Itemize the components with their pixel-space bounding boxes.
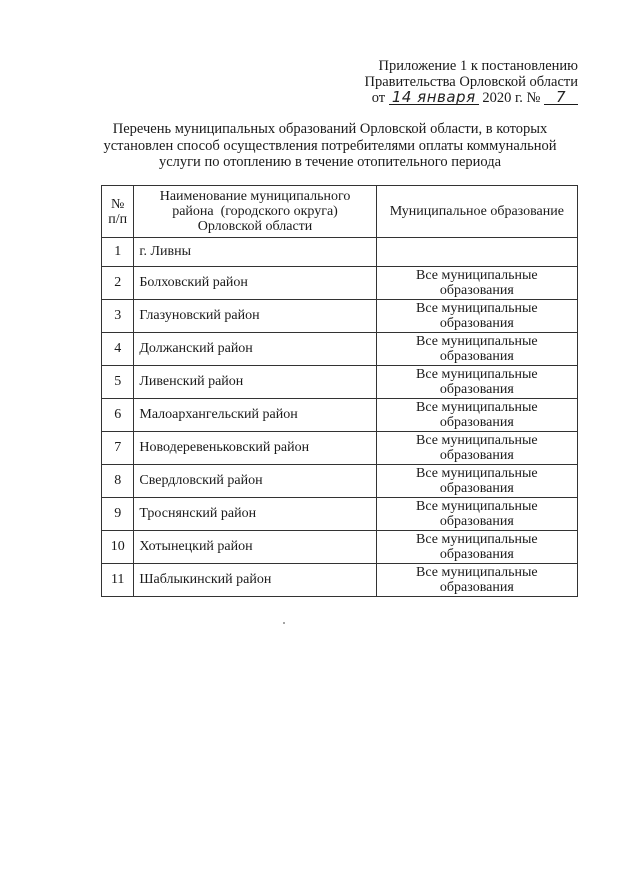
- row-district: Троснянский район: [134, 498, 376, 531]
- document-title: [90, 121, 570, 171]
- row-municipality: [376, 267, 577, 300]
- row-district: Новодеревеньковский район: [134, 432, 376, 465]
- row-number: 3: [102, 300, 134, 333]
- header-municipality: Муниципальное образование: [376, 186, 577, 238]
- municipality-line-2: образования: [439, 580, 514, 595]
- row-number: 2: [102, 267, 134, 300]
- table-row: [102, 267, 578, 300]
- row-number: 7: [102, 432, 134, 465]
- appendix-line-2: Правительства Орловской области: [364, 74, 578, 90]
- appendix-date-line: [318, 90, 578, 106]
- header-number-line-2: п/п: [108, 211, 128, 227]
- handwritten-date: 14 января: [389, 90, 479, 105]
- header-number-line-1: №: [111, 196, 125, 212]
- table-row: [102, 333, 578, 366]
- title-line-2: установлен способ осуществления потребителями оплаты коммунальной: [103, 137, 557, 154]
- row-number: 6: [102, 399, 134, 432]
- header-number: [102, 186, 134, 238]
- row-district: Болховский район: [134, 267, 376, 300]
- row-number: 1: [102, 238, 134, 267]
- municipality-line-1: Все муниципальные: [416, 301, 538, 316]
- table-row: [102, 432, 578, 465]
- municipality-line-1: Все муниципальные: [416, 466, 538, 481]
- table-row: [102, 498, 578, 531]
- municipality-line-2: образования: [439, 448, 514, 463]
- municipality-line-2: образования: [439, 514, 514, 529]
- municipality-line-1: Все муниципальные: [416, 532, 538, 547]
- row-district: Малоархангельский район: [134, 399, 376, 432]
- row-municipality: [376, 238, 577, 267]
- row-district: Глазуновский район: [134, 300, 376, 333]
- row-municipality: [376, 531, 577, 564]
- row-municipality: [376, 432, 577, 465]
- header-district-line-1: Наименование муниципального: [159, 189, 351, 204]
- municipality-line-2: образования: [439, 547, 514, 562]
- row-municipality: [376, 399, 577, 432]
- row-district: Ливенский район: [134, 366, 376, 399]
- municipality-line-2: образования: [439, 415, 514, 430]
- handwritten-doc-number: 7: [544, 90, 578, 105]
- municipality-line-1: Все муниципальные: [416, 400, 538, 415]
- row-district: Свердловский район: [134, 465, 376, 498]
- title-line-1: Перечень муниципальных образований Орловской области, в которых: [112, 121, 548, 137]
- table-row: [102, 300, 578, 333]
- title-line-3: услуги по отоплению в течение отопительного периода: [158, 154, 502, 170]
- row-number: 5: [102, 366, 134, 399]
- row-number: 8: [102, 465, 134, 498]
- municipality-line-1: Все муниципальные: [416, 433, 538, 448]
- table-header-row: [102, 186, 578, 238]
- scan-speck: [283, 622, 285, 624]
- row-number: 11: [102, 564, 134, 597]
- municipality-line-1: Все муниципальные: [416, 367, 538, 382]
- municipality-line-2: образования: [439, 382, 514, 397]
- row-municipality: [376, 333, 577, 366]
- header-district-line-2: района (городского округа): [172, 204, 338, 219]
- table-row: [102, 399, 578, 432]
- row-municipality: [376, 300, 577, 333]
- row-municipality: [376, 498, 577, 531]
- table-body: [102, 238, 578, 597]
- row-district: Шаблыкинский район: [134, 564, 376, 597]
- municipality-line-1: Все муниципальные: [416, 499, 538, 514]
- row-number: 9: [102, 498, 134, 531]
- municipality-line-1: Все муниципальные: [416, 334, 538, 349]
- row-district: г. Ливны: [134, 238, 376, 267]
- date-year: 2020 г. №: [482, 90, 541, 106]
- municipality-line-2: образования: [439, 481, 514, 496]
- table-row: [102, 564, 578, 597]
- row-municipality: [376, 366, 577, 399]
- table-row: [102, 366, 578, 399]
- municipality-line-1: Все муниципальные: [416, 268, 538, 283]
- municipality-line-2: образования: [439, 349, 514, 364]
- municipality-line-1: Все муниципальные: [416, 565, 538, 580]
- row-district: Должанский район: [134, 333, 376, 366]
- table-row: [102, 465, 578, 498]
- appendix-line-1: Приложение 1 к постановлению: [378, 58, 578, 74]
- municipality-line-2: образования: [439, 316, 514, 331]
- row-district: Хотынецкий район: [134, 531, 376, 564]
- row-municipality: [376, 465, 577, 498]
- header-district: [134, 186, 376, 238]
- municipality-line-2: образования: [439, 283, 514, 298]
- header-district-line-3: Орловской области: [197, 219, 313, 234]
- row-municipality: [376, 564, 577, 597]
- municipalities-table: [101, 185, 578, 597]
- table-row: [102, 238, 578, 267]
- table-row: [102, 531, 578, 564]
- row-number: 4: [102, 333, 134, 366]
- appendix-header: [318, 58, 578, 106]
- date-prefix: от: [371, 90, 386, 106]
- row-number: 10: [102, 531, 134, 564]
